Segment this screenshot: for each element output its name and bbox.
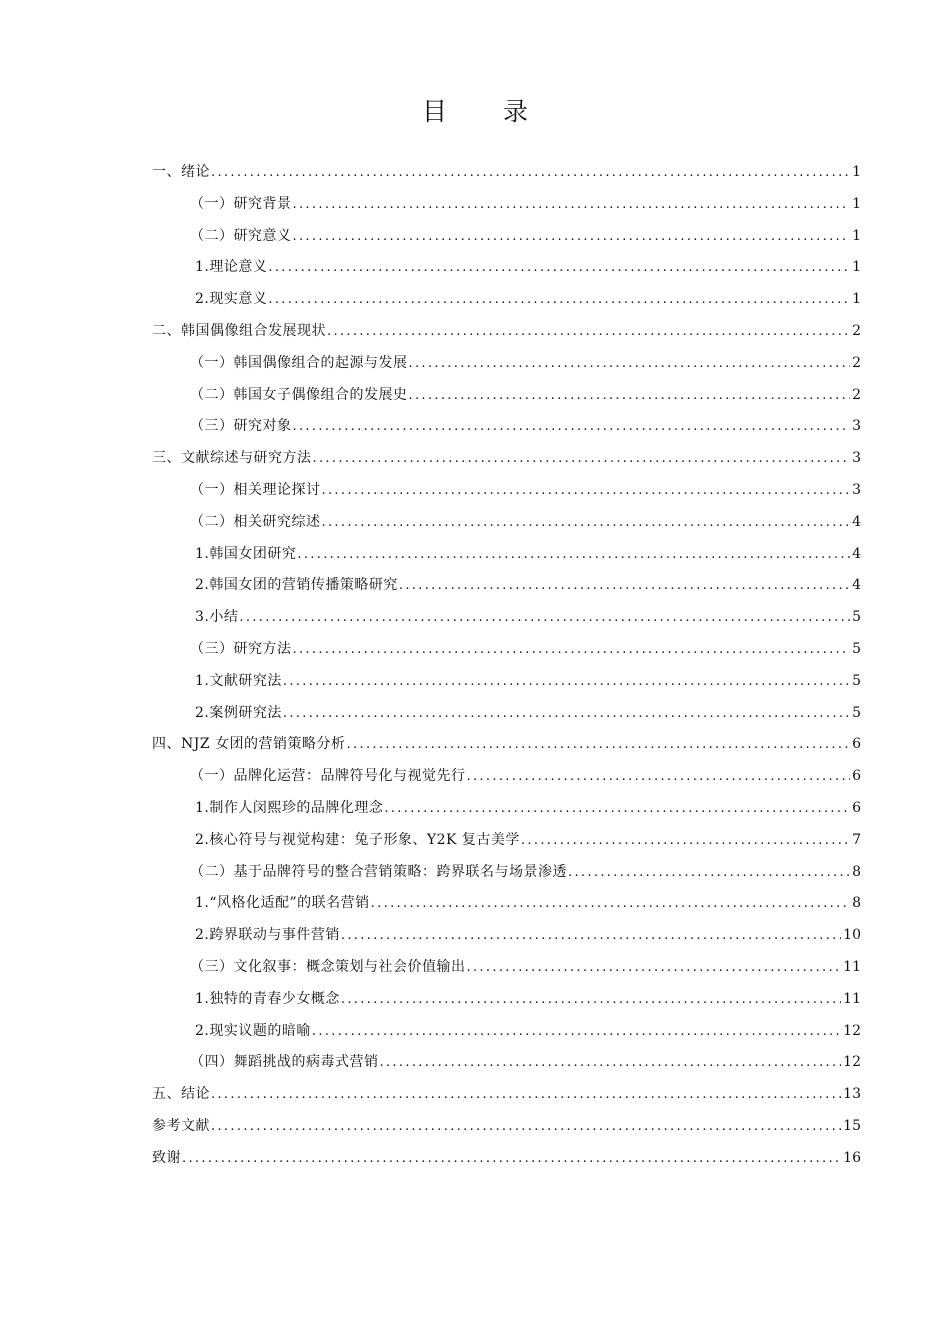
toc-entry-page: 1: [852, 164, 861, 180]
toc-dot-leader: [211, 1111, 841, 1143]
toc-entry[interactable]: [152, 1016, 861, 1048]
toc-entry-title: 2.现实意义: [195, 291, 268, 308]
toc-dot-leader: [268, 284, 850, 316]
toc-entry-title: （二）韩国女子偶像组合的发展史: [190, 386, 408, 403]
toc-entry-page: 2: [852, 354, 861, 371]
toc-dot-leader: [568, 857, 850, 889]
toc-entry-title: 一、绪论: [152, 164, 210, 180]
toc-dot-leader: [467, 761, 851, 793]
toc-entry-page: 2: [852, 322, 861, 339]
toc-dot-leader: [239, 602, 850, 634]
toc-dot-leader: [341, 984, 841, 1016]
toc-entry[interactable]: [152, 729, 861, 761]
toc-entry[interactable]: [152, 984, 861, 1016]
toc-entry-title: 五、结论: [152, 1086, 210, 1103]
toc-entry-title: （三）研究对象: [190, 418, 292, 435]
toc-entry-page: 5: [852, 609, 861, 626]
toc-entry-page: 12: [843, 1022, 861, 1039]
toc-dot-leader: [409, 348, 851, 380]
toc-entry-page: 12: [843, 1054, 861, 1071]
toc-entry-page: 3: [852, 418, 861, 435]
toc-dot-leader: [380, 1047, 842, 1079]
toc-entry-page: 11: [843, 958, 861, 975]
toc-entry-title: 1.韩国女团研究: [195, 545, 297, 562]
toc-entry-page: 16: [843, 1149, 861, 1166]
toc-entry[interactable]: [152, 380, 861, 412]
toc-entry-title: 1.独特的青春少女概念: [195, 990, 340, 1007]
toc-entry-page: 6: [852, 736, 861, 753]
toc-entry-page: 8: [852, 863, 861, 880]
toc-entry-title: （二）相关研究综述: [190, 513, 321, 530]
toc-entry-page: 1: [852, 195, 861, 212]
toc-dot-leader: [327, 316, 850, 348]
toc-dot-leader: [293, 189, 851, 221]
toc-dot-leader: [211, 157, 850, 189]
toc-entry[interactable]: [152, 761, 861, 793]
toc-entry-title: 2.核心符号与视觉构建：兔子形象、Y2K 复古美学: [195, 831, 520, 848]
toc-dot-leader: [371, 888, 850, 920]
toc-entry-title: 2.案例研究法: [195, 704, 282, 721]
toc-dot-leader: [341, 920, 841, 952]
toc-entry[interactable]: [152, 634, 861, 666]
toc-entry-title: 三、文献综述与研究方法: [152, 450, 312, 467]
toc-entry-title: （三）研究方法: [190, 640, 292, 657]
toc-entry[interactable]: [152, 157, 861, 189]
toc-entry-title: （一）相关理论探讨: [190, 481, 321, 498]
toc-entry[interactable]: [152, 570, 861, 602]
toc-entry-page: 8: [852, 895, 861, 912]
toc-entry[interactable]: [152, 825, 861, 857]
toc-entry[interactable]: [152, 1111, 861, 1143]
toc-entry[interactable]: [152, 920, 861, 952]
toc-entry-title: （三）文化叙事：概念策划与社会价值输出: [190, 958, 466, 975]
toc-entry-page: 5: [852, 672, 861, 689]
toc-entry[interactable]: [152, 602, 861, 634]
toc-entry[interactable]: [152, 507, 861, 539]
toc-dot-leader: [399, 570, 850, 602]
toc-entry-title: （一）韩国偶像组合的起源与发展: [190, 354, 408, 371]
toc-dot-leader: [312, 1016, 841, 1048]
toc-entry[interactable]: [152, 221, 861, 253]
toc-dot-leader: [293, 411, 851, 443]
toc-dot-leader: [283, 698, 850, 730]
toc-entry[interactable]: [152, 189, 861, 221]
toc-entry[interactable]: [152, 888, 861, 920]
toc-entry-page: 2: [852, 386, 861, 403]
toc-entry[interactable]: [152, 666, 861, 698]
toc-entry-page: 10: [843, 927, 861, 944]
toc-entry-title: 致谢: [152, 1149, 181, 1166]
toc-entry-page: 1: [852, 291, 861, 308]
toc-entry-page: 7: [852, 831, 861, 848]
toc-entry[interactable]: [152, 443, 861, 475]
toc-entry-page: 6: [852, 799, 861, 816]
toc-dot-leader: [297, 539, 850, 571]
toc-entry-page: 3: [852, 450, 861, 467]
toc-entry-title: （二）研究意义: [190, 227, 292, 244]
table-of-contents: [152, 157, 861, 1175]
toc-entry-title: （一）研究背景: [190, 195, 292, 212]
toc-dot-leader: [467, 952, 842, 984]
toc-entry-page: 4: [852, 545, 861, 562]
toc-dot-leader: [182, 1143, 841, 1175]
toc-entry-page: 4: [852, 577, 861, 594]
toc-entry-page: 15: [843, 1117, 861, 1134]
toc-dot-leader: [384, 793, 850, 825]
toc-entry-title: 2.跨界联动与事件营销: [195, 927, 340, 944]
toc-entry-title: （一）品牌化运营：品牌符号化与视觉先行: [190, 768, 466, 785]
toc-entry-page: 6: [852, 768, 861, 785]
toc-entry-title: 四、NJZ 女团的营销策略分析: [152, 736, 346, 753]
toc-entry-page: 11: [843, 990, 861, 1007]
toc-dot-leader: [293, 634, 851, 666]
toc-dot-leader: [322, 475, 851, 507]
toc-entry[interactable]: [152, 698, 861, 730]
toc-dot-leader: [409, 380, 851, 412]
toc-entry-title: 1.文献研究法: [195, 672, 282, 689]
toc-dot-leader: [347, 729, 851, 761]
toc-dot-leader: [211, 1079, 841, 1111]
toc-entry-page: 1: [852, 259, 861, 276]
toc-entry[interactable]: [152, 793, 861, 825]
toc-dot-leader: [322, 507, 851, 539]
toc-dot-leader: [313, 443, 851, 475]
toc-dot-leader: [283, 666, 850, 698]
toc-entry-title: 2.现实议题的暗喻: [195, 1022, 311, 1039]
toc-entry[interactable]: [152, 1079, 861, 1111]
toc-dot-leader: [293, 221, 851, 253]
toc-entry-page: 5: [852, 704, 861, 721]
page-title: 目 录: [422, 97, 552, 126]
toc-entry[interactable]: [152, 539, 861, 571]
toc-entry-title: 二、韩国偶像组合发展现状: [152, 322, 326, 339]
toc-entry[interactable]: [152, 952, 861, 984]
toc-entry-page: 5: [852, 640, 861, 657]
toc-entry-title: 1.理论意义: [195, 259, 268, 276]
toc-entry[interactable]: [152, 348, 861, 380]
toc-entry-title: （二）基于品牌符号的整合营销策略：跨界联名与场景渗透: [190, 863, 567, 880]
toc-entry-title: 3.小结: [195, 609, 239, 626]
toc-dot-leader: [268, 252, 850, 284]
toc-dot-leader: [521, 825, 850, 857]
toc-entry-page: 3: [852, 481, 861, 498]
toc-entry[interactable]: [152, 857, 861, 889]
toc-entry-page: 13: [843, 1086, 861, 1103]
toc-entry-page: 4: [852, 513, 861, 530]
toc-entry[interactable]: [152, 284, 861, 316]
toc-entry[interactable]: [152, 475, 861, 507]
toc-entry[interactable]: [152, 411, 861, 443]
toc-entry[interactable]: [152, 252, 861, 284]
toc-entry-page: 1: [852, 227, 861, 244]
toc-entry-title: 2.韩国女团的营销传播策略研究: [195, 577, 398, 594]
toc-entry[interactable]: [152, 1143, 861, 1175]
toc-entry[interactable]: [152, 316, 861, 348]
toc-entry-title: 参考文献: [152, 1117, 210, 1134]
toc-entry-title: （四）舞蹈挑战的病毒式营销: [190, 1054, 379, 1071]
toc-entry-title: 1.“风格化适配”的联名营销: [195, 895, 370, 912]
toc-entry[interactable]: [152, 1047, 861, 1079]
toc-entry-title: 1.制作人闵熙珍的品牌化理念: [195, 799, 384, 816]
